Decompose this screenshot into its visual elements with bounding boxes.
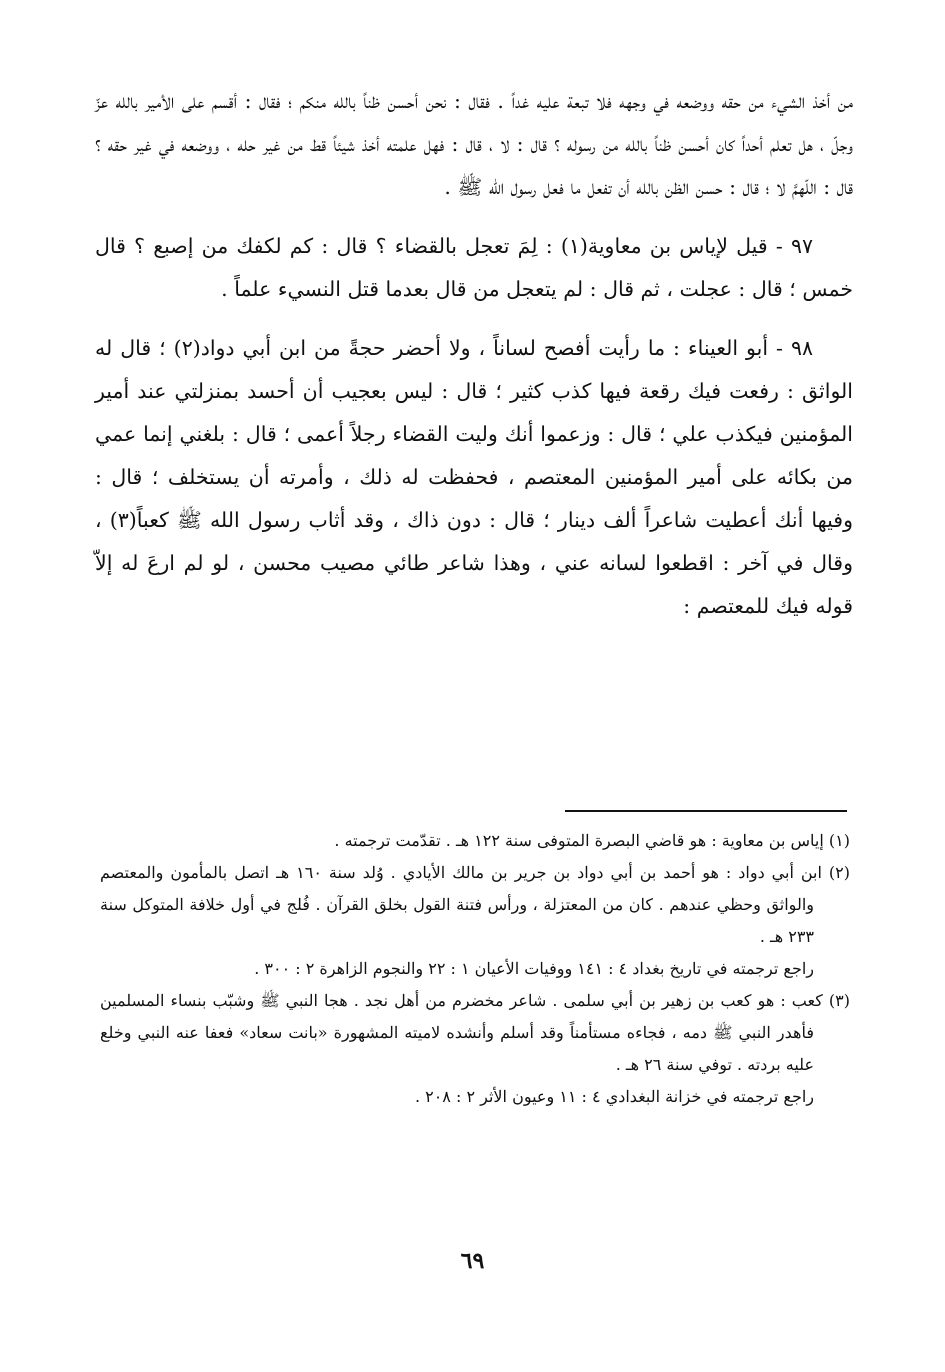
footnotes bbox=[100, 825, 850, 1113]
footnote-3: (٣) كعب : هو كعب بن زهير بن أبي سلمى . شاعر مخضرم من أهل نجد . هجا النبي ﷺ وشبّب بنساء المسلمين فأهدر النبي ﷺ دمه ، فجاءه مستأمناً وقد أسلم وأنشده لاميته المشهورة «بانت سعاد» فعفا عنه النبي وخلع عليه بردته . توفي سنة ٢٦ هـ . bbox=[100, 991, 850, 1074]
footnote-2-reference: راجع ترجمته في تاريخ بغداد ٤ : ١٤١ ووفيات الأعيان ١ : ٢٢ والنجوم الزاهرة ٢ : ٣٠٠ . bbox=[254, 959, 814, 978]
paragraph-continuation: من أخذ الشيء من حقه ووضعه في وجهه فلا تبعة عليه غداً . فقال : نحن أحسن ظناً بالله منكم ؛ فقال : أقسم على الأمير بالله عزّ وجلّ ، هل تعلم أحداً كان أحسن ظناً بالله من رسوله ؟ قال : لا ، قال : فهل علمته أخذ شيئاً قط من غير حله ، ووضعه في غير حقه ؟ قال : اللّهمَّ لا ؛ قال : حسن الظن بالله أن تفعل ما فعل رسول الله ﷺ . bbox=[95, 89, 853, 199]
footnote-separator bbox=[565, 810, 847, 812]
footnote-3-reference: راجع ترجمته في خزانة البغدادي ٤ : ١١ وعيون الأثر ٢ : ٢٠٨ . bbox=[414, 1087, 814, 1106]
paragraph-97: ٩٧ - قيل لإياس بن معاوية(١) : لِمَ تعجل بالقضاء ؟ قال : كم لكفك من إصبع ؟ قال خمس ؛ قال : عجلت ، ثم قال : لم يتعجل من قال بعدما قتل النسيء علماً . bbox=[95, 234, 853, 301]
page-number: ٦٩ bbox=[460, 1248, 485, 1274]
footnote-2: (٢) ابن أبي دواد : هو أحمد بن أبي دواد بن جرير بن مالك الأيادي . وُلد سنة ١٦٠ هـ اتصل بالمأمون والمعتصم والواثق وحظي عندهم . كان من المعتزلة ، ورأس فتنة القول بخلق القرآن . فُلج في أول خلافة المتوكل سنة ٢٣٣ هـ . bbox=[100, 863, 851, 946]
main-text bbox=[95, 80, 853, 644]
footnote-1: (١) إياس بن معاوية : هو قاضي البصرة المتوفى سنة ١٢٢ هـ . تقدّمت ترجمته . bbox=[334, 831, 850, 850]
paragraph-98: ٩٨ - أبو العيناء : ما رأيت أفصح لساناً ، ولا أحضر حجةً من ابن أبي دواد(٢) ؛ قال له الواثق : رفعت فيك رقعة فيها كذب كثير ؛ قال : ليس بعجيب أن أحسد بمنزلتي عند أمير المؤمنين فيكذب علي ؛ قال : وزعموا أنك وليت القضاء رجلاً أعمى ؛ قال : بلغني إنما عمي من بكائه على أمير المؤمنين المعتصم ، فحفظت له ذلك ، وأمرته أن يستخلف ؛ قال : وفيها أنك أعطيت شاعراً ألف دينار ؛ قال : دون ذاك ، وقد أثاب رسول الله ﷺ كعباً(٣) ، وقال في آخر : اقطعوا لسانه عني ، وهذا شاعر طائي مصيب محسن ، لو لم ارعَ له إلاّ قوله فيك للمعتصم : bbox=[95, 336, 853, 618]
